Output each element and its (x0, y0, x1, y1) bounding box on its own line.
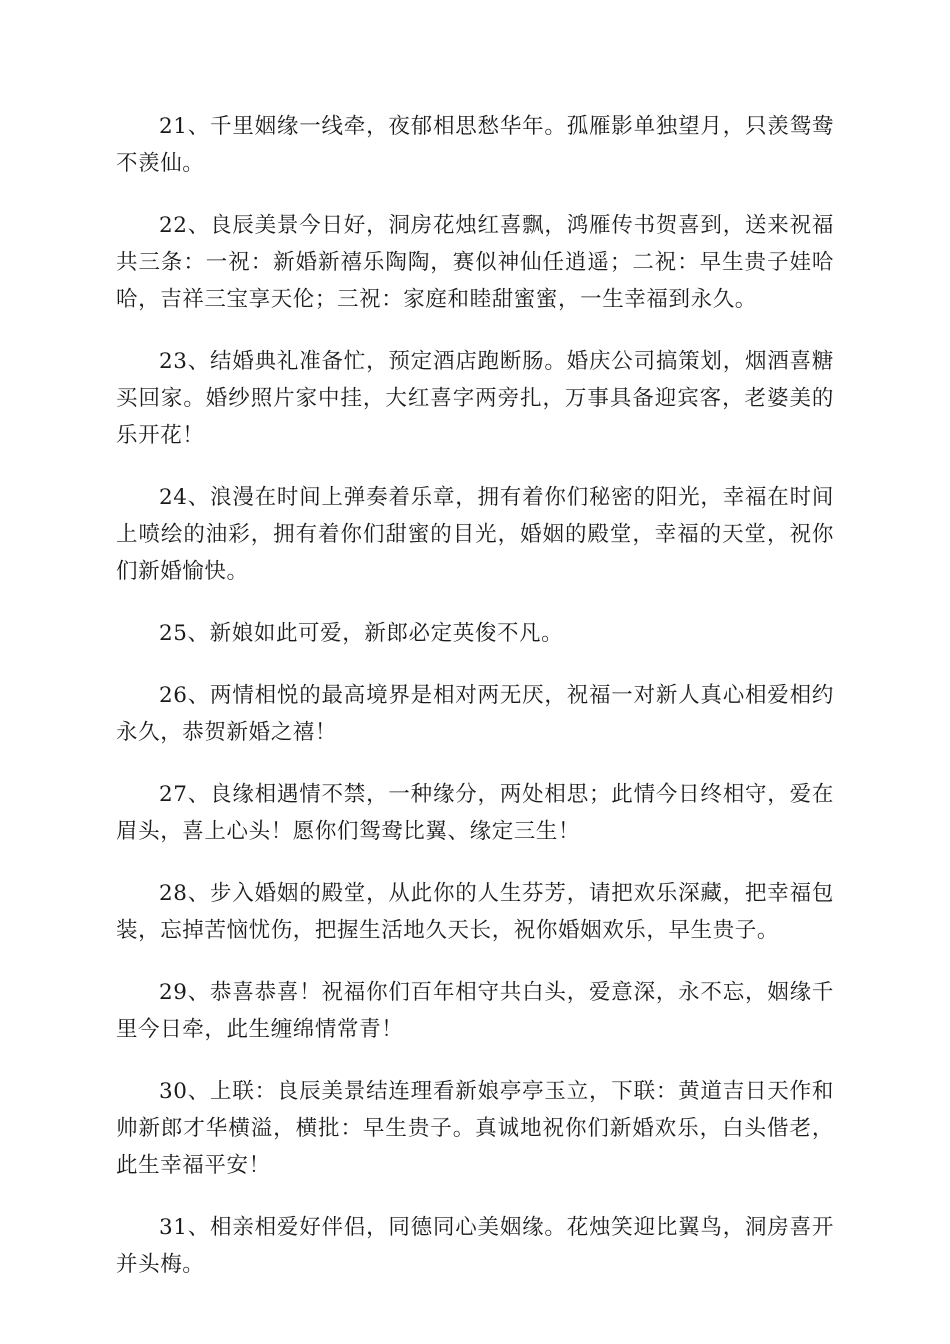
paragraph-27: 27、良缘相遇情不禁，一种缘分，两处相思；此情今日终相守，爱在眉头，喜上心头！愿你们鸳鸯比翼、缘定三生！ (116, 782, 834, 844)
paragraph-23: 23、结婚典礼准备忙，预定酒店跑断肠。婚庆公司搞策划，烟酒喜糖买回家。婚纱照片家中挂，大红喜字两旁扎，万事具备迎宾客，老婆美的乐开花！ (116, 349, 834, 448)
paragraph-28: 28、步入婚姻的殿堂，从此你的人生芬芳，请把欢乐深藏，把幸福包装，忘掉苦恼忧伤，把握生活地久天长，祝你婚姻欢乐，早生贵子。 (116, 881, 834, 943)
paragraph-21: 21、千里姻缘一线牵，夜郁相思愁华年。孤雁影单独望月，只羡鸳鸯不羡仙。 (116, 114, 834, 176)
paragraph-26: 26、两情相悦的最高境界是相对两无厌，祝福一对新人真心相爱相约永久，恭贺新婚之禧！ (116, 683, 834, 745)
paragraph-24: 24、浪漫在时间上弹奏着乐章，拥有着你们秘密的阳光，幸福在时间上喷绘的油彩，拥有着你们甜蜜的目光，婚姻的殿堂，幸福的天堂，祝你们新婚愉快。 (116, 485, 834, 584)
paragraph-31: 31、相亲相爱好伴侣，同德同心美姻缘。花烛笑迎比翼鸟，洞房喜开并头梅。 (116, 1215, 834, 1277)
paragraph-25: 25、新娘如此可爱，新郎必定英俊不凡。 (159, 621, 564, 646)
paragraph-22: 22、良辰美景今日好，洞房花烛红喜飘，鸿雁传书贺喜到，送来祝福共三条：一祝：新婚新禧乐陶陶，赛似神仙任逍遥；二祝：早生贵子娃哈哈，吉祥三宝享天伦；三祝：家庭和睦甜蜜蜜，一生幸福到永久。 (116, 213, 834, 312)
paragraph-30: 30、上联：良辰美景结连理看新娘亭亭玉立，下联：黄道吉日天作和帅新郎才华横溢，横批：早生贵子。真诚地祝你们新婚欢乐，白头偕老，此生幸福平安！ (116, 1079, 834, 1178)
paragraph-29: 29、恭喜恭喜！祝福你们百年相守共白头，爱意深，永不忘，姻缘千里今日牵，此生缠绵情常青！ (116, 980, 834, 1042)
